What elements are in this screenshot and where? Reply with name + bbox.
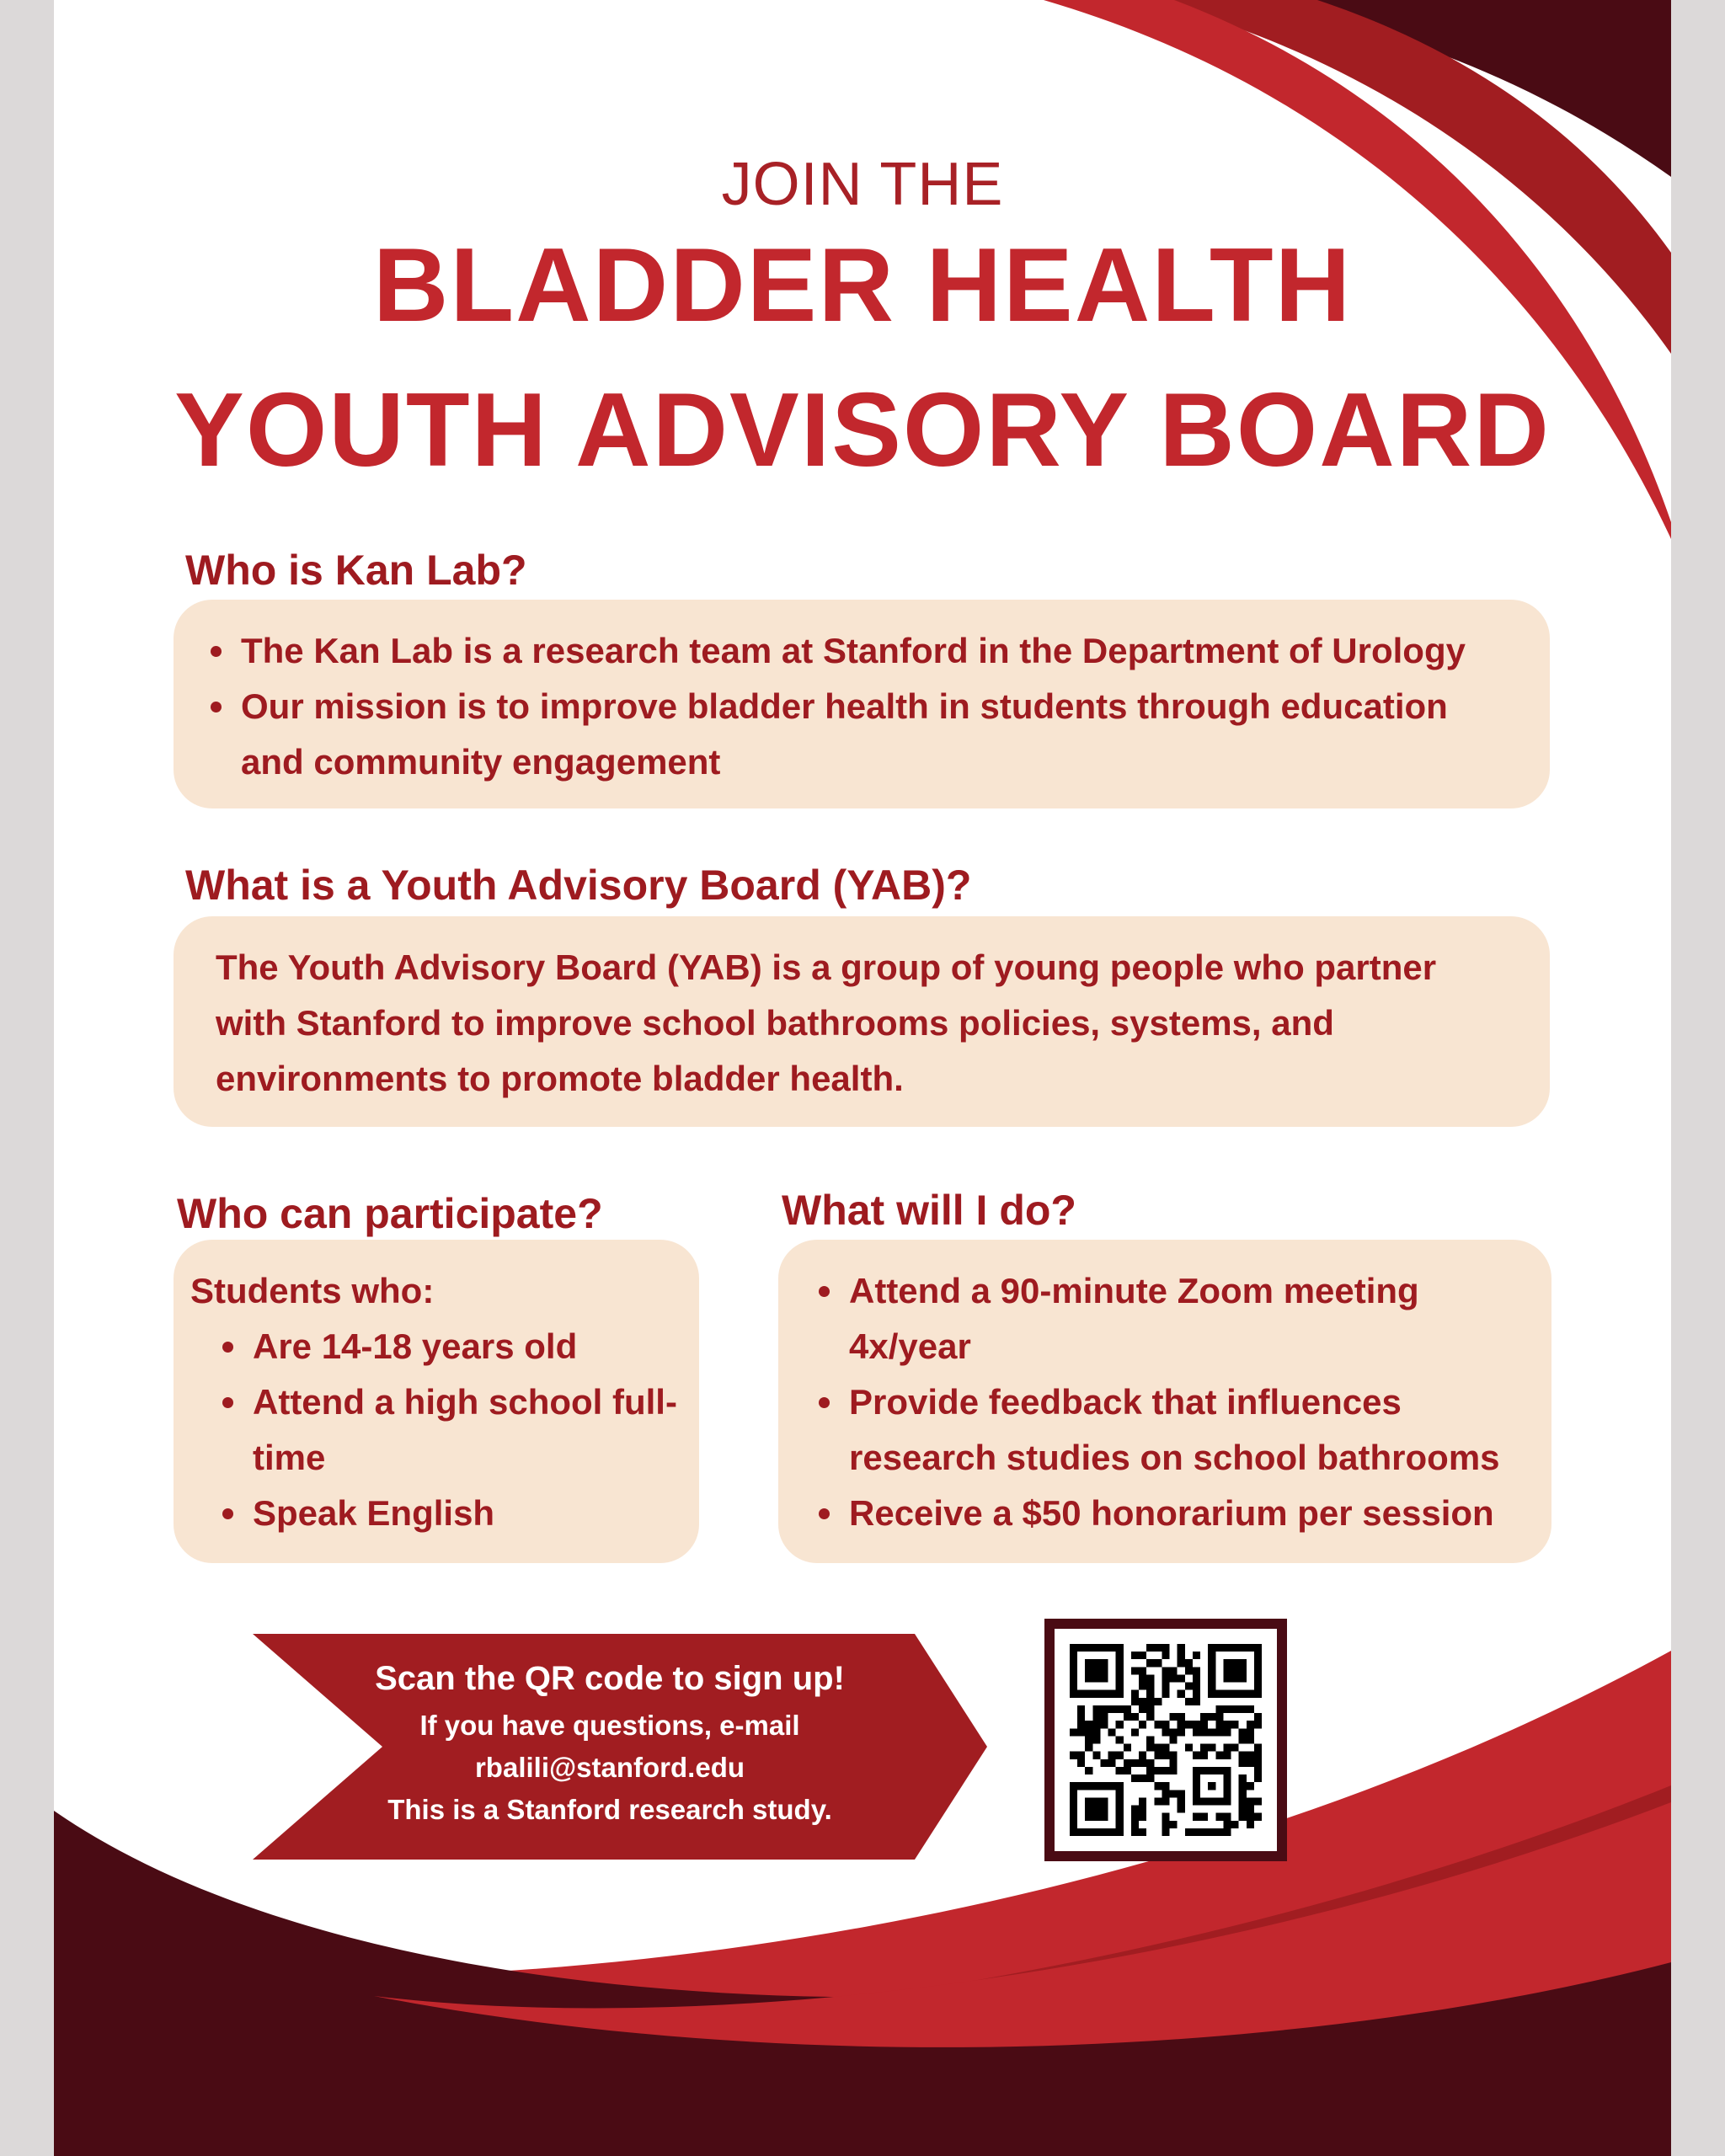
qr-module bbox=[1077, 1705, 1085, 1713]
qr-module bbox=[1247, 1813, 1254, 1821]
qr-module bbox=[1170, 1667, 1178, 1674]
qr-module bbox=[1170, 1736, 1178, 1743]
qr-module bbox=[1239, 1752, 1247, 1759]
qr-module bbox=[1239, 1759, 1247, 1767]
qr-module bbox=[1170, 1767, 1178, 1774]
qr-module bbox=[1146, 1690, 1154, 1698]
qr-module bbox=[1185, 1659, 1193, 1667]
qr-module bbox=[1247, 1759, 1254, 1767]
qr-module bbox=[1139, 1721, 1146, 1728]
page-title-line1: BLADDER HEALTH bbox=[372, 227, 1353, 344]
qr-module bbox=[1170, 1674, 1178, 1682]
qr-module bbox=[1178, 1652, 1185, 1659]
qr-module bbox=[1170, 1728, 1178, 1736]
qr-module bbox=[1247, 1721, 1254, 1728]
qr-module bbox=[1200, 1813, 1208, 1821]
qr-module bbox=[1139, 1828, 1146, 1836]
duties-box bbox=[778, 1240, 1551, 1563]
qr-code-icon[interactable] bbox=[1070, 1644, 1262, 1836]
signup-text bbox=[307, 1652, 913, 1831]
contact-email[interactable]: rbalili@stanford.edu bbox=[474, 1752, 745, 1783]
qr-module bbox=[1193, 1752, 1200, 1759]
qr-module bbox=[1116, 1767, 1124, 1774]
qr-module bbox=[1193, 1652, 1200, 1659]
duties-list bbox=[815, 1263, 1514, 1541]
qr-module bbox=[1085, 1736, 1092, 1743]
qr-module bbox=[1193, 1690, 1200, 1698]
qr-module bbox=[1170, 1752, 1178, 1759]
qr-module bbox=[1146, 1705, 1154, 1713]
qr-module bbox=[1215, 1713, 1223, 1721]
qr-module bbox=[1247, 1728, 1254, 1736]
participate-list bbox=[219, 1319, 682, 1541]
qr-module bbox=[1139, 1667, 1146, 1674]
qr-module bbox=[1162, 1683, 1169, 1690]
qr-module bbox=[1215, 1813, 1223, 1821]
qr-module bbox=[1162, 1667, 1169, 1674]
qr-module bbox=[1131, 1713, 1139, 1721]
list-item: Receive a $50 honorarium per session bbox=[815, 1486, 1514, 1541]
qr-module bbox=[1139, 1698, 1146, 1705]
qr-module bbox=[1223, 1828, 1231, 1836]
qr-module bbox=[1116, 1721, 1124, 1728]
list-item: Are 14-18 years old bbox=[219, 1319, 682, 1374]
qr-module bbox=[1131, 1690, 1139, 1698]
qr-module bbox=[1200, 1713, 1208, 1721]
qr-module bbox=[1200, 1728, 1208, 1736]
qr-module bbox=[1162, 1782, 1169, 1790]
qr-module bbox=[1247, 1736, 1254, 1743]
qr-module bbox=[1193, 1698, 1200, 1705]
qr-module bbox=[1116, 1752, 1124, 1759]
qr-module bbox=[1139, 1797, 1146, 1805]
yab-description: The Youth Advisory Board (YAB) is a group of young people who partner with Stanford to improve school bathrooms policies, systems, and environments to promote bladder health. bbox=[216, 947, 1437, 1098]
qr-module bbox=[1247, 1797, 1254, 1805]
qr-module bbox=[1108, 1705, 1116, 1713]
qr-module bbox=[1162, 1744, 1169, 1752]
qr-module bbox=[1146, 1774, 1154, 1782]
qr-module bbox=[1146, 1644, 1154, 1652]
qr-module bbox=[1139, 1806, 1146, 1813]
qr-module bbox=[1215, 1728, 1223, 1736]
qr-module bbox=[1077, 1721, 1085, 1728]
kan-lab-list bbox=[207, 623, 1516, 790]
list-item: Attend a high school full-time bbox=[219, 1374, 682, 1486]
qr-module bbox=[1116, 1736, 1124, 1743]
qr-module bbox=[1146, 1744, 1154, 1752]
list-item: Attend a 90-minute Zoom meeting 4x/year bbox=[815, 1263, 1514, 1374]
qr-module bbox=[1208, 1744, 1215, 1752]
list-item: Our mission is to improve bladder health in students through education and community engagement bbox=[207, 679, 1516, 790]
list-item: Provide feedback that influences research studies on school bathrooms bbox=[815, 1374, 1514, 1486]
qr-module bbox=[1124, 1744, 1131, 1752]
qr-module bbox=[1162, 1828, 1169, 1836]
qr-module bbox=[1100, 1713, 1108, 1721]
qr-module bbox=[1116, 1705, 1124, 1713]
qr-module bbox=[1146, 1713, 1154, 1721]
qr-module bbox=[1146, 1759, 1154, 1767]
qr-module bbox=[1178, 1713, 1185, 1721]
kan-lab-box bbox=[174, 600, 1550, 808]
qr-module bbox=[1178, 1797, 1185, 1805]
qr-module bbox=[1100, 1705, 1108, 1713]
qr-module bbox=[1162, 1821, 1169, 1828]
qr-module bbox=[1154, 1752, 1162, 1759]
qr-module bbox=[1178, 1728, 1185, 1736]
qr-module bbox=[1124, 1759, 1131, 1767]
qr-module bbox=[1247, 1782, 1254, 1790]
qr-module bbox=[1162, 1752, 1169, 1759]
signup-line2: If you have questions, e-mail bbox=[419, 1710, 800, 1741]
pretitle: JOIN THE bbox=[721, 151, 1004, 218]
qr-module bbox=[1254, 1721, 1262, 1728]
qr-module bbox=[1254, 1752, 1262, 1759]
qr-module bbox=[1146, 1683, 1154, 1690]
qr-module bbox=[1146, 1698, 1154, 1705]
qr-module bbox=[1208, 1728, 1215, 1736]
qr-module bbox=[1108, 1728, 1116, 1736]
qr-module bbox=[1139, 1759, 1146, 1767]
qr-module bbox=[1146, 1767, 1154, 1774]
qr-module bbox=[1178, 1644, 1185, 1652]
qr-module bbox=[1178, 1690, 1185, 1698]
qr-module bbox=[1215, 1828, 1223, 1836]
qr-module bbox=[1139, 1674, 1146, 1682]
qr-module bbox=[1139, 1752, 1146, 1759]
qr-module bbox=[1100, 1759, 1108, 1767]
qr-module bbox=[1223, 1728, 1231, 1736]
qr-module bbox=[1200, 1744, 1208, 1752]
qr-module bbox=[1162, 1721, 1169, 1728]
qr-module bbox=[1108, 1759, 1116, 1767]
qr-module bbox=[1070, 1728, 1077, 1736]
qr-module bbox=[1162, 1790, 1169, 1797]
flyer bbox=[54, 0, 1671, 2156]
qr-module bbox=[1223, 1821, 1231, 1828]
qr-module bbox=[1124, 1705, 1131, 1713]
qr-module bbox=[1178, 1721, 1185, 1728]
qr-module bbox=[1092, 1721, 1100, 1728]
qr-module bbox=[1070, 1752, 1077, 1759]
qr-module bbox=[1154, 1659, 1162, 1667]
qr-module bbox=[1215, 1721, 1223, 1728]
qr-module bbox=[1092, 1752, 1100, 1759]
qr-module bbox=[1239, 1705, 1247, 1713]
qr-module bbox=[1200, 1721, 1208, 1728]
qr-module bbox=[1077, 1728, 1085, 1736]
qr-module bbox=[1131, 1806, 1139, 1813]
qr-module bbox=[1193, 1813, 1200, 1821]
qr-module bbox=[1162, 1644, 1169, 1652]
qr-module bbox=[1178, 1806, 1185, 1813]
qr-module bbox=[1162, 1728, 1169, 1736]
qr-module bbox=[1178, 1659, 1185, 1667]
qr-module bbox=[1154, 1797, 1162, 1805]
qr-module bbox=[1162, 1767, 1169, 1774]
yab-heading: What is a Youth Advisory Board (YAB)? bbox=[185, 862, 972, 909]
yab-box bbox=[174, 916, 1550, 1127]
qr-module bbox=[1077, 1752, 1085, 1759]
qr-module bbox=[1247, 1752, 1254, 1759]
kan-lab-heading: Who is Kan Lab? bbox=[185, 547, 527, 594]
qr-module bbox=[1170, 1790, 1178, 1797]
qr-module bbox=[1254, 1774, 1262, 1782]
qr-module bbox=[1131, 1813, 1139, 1821]
qr-module bbox=[1247, 1705, 1254, 1713]
qr-module bbox=[1193, 1728, 1200, 1736]
qr-module bbox=[1239, 1782, 1247, 1790]
qr-module bbox=[1193, 1828, 1200, 1836]
qr-module bbox=[1215, 1752, 1223, 1759]
qr-module bbox=[1131, 1652, 1139, 1659]
qr-module bbox=[1146, 1736, 1154, 1743]
qr-module bbox=[1193, 1683, 1200, 1690]
qr-module bbox=[1154, 1782, 1162, 1790]
signup-line4: This is a Stanford research study. bbox=[387, 1794, 832, 1825]
qr-module bbox=[1200, 1828, 1208, 1836]
qr-module bbox=[1139, 1813, 1146, 1821]
qr-module bbox=[1124, 1713, 1131, 1721]
qr-module bbox=[1131, 1821, 1139, 1828]
qr-module bbox=[1200, 1752, 1208, 1759]
qr-module bbox=[1223, 1705, 1231, 1713]
qr-module bbox=[1185, 1683, 1193, 1690]
qr-module bbox=[1254, 1797, 1262, 1805]
qr-module bbox=[1162, 1690, 1169, 1698]
qr-module bbox=[1170, 1759, 1178, 1767]
qr-module bbox=[1131, 1667, 1139, 1674]
qr-module bbox=[1193, 1674, 1200, 1682]
qr-module bbox=[1154, 1721, 1162, 1728]
qr-module bbox=[1108, 1752, 1116, 1759]
qr-module bbox=[1085, 1767, 1092, 1774]
qr-module bbox=[1131, 1828, 1139, 1836]
qr-module bbox=[1139, 1652, 1146, 1659]
qr-module bbox=[1223, 1721, 1231, 1728]
qr-module bbox=[1146, 1674, 1154, 1682]
qr-module bbox=[1092, 1713, 1100, 1721]
qr-module bbox=[1077, 1759, 1085, 1767]
qr-module bbox=[1223, 1752, 1231, 1759]
qr-module bbox=[1223, 1813, 1231, 1821]
qr-module bbox=[1185, 1667, 1193, 1674]
qr-module bbox=[1185, 1744, 1193, 1752]
qr-module bbox=[1131, 1774, 1139, 1782]
qr-module bbox=[1254, 1767, 1262, 1774]
qr-module bbox=[1154, 1644, 1162, 1652]
qr-module bbox=[1178, 1674, 1185, 1682]
qr-module bbox=[1085, 1728, 1092, 1736]
qr-module bbox=[1162, 1674, 1169, 1682]
qr-module bbox=[1131, 1728, 1139, 1736]
signup-line1: Scan the QR code to sign up! bbox=[375, 1660, 845, 1697]
qr-module bbox=[1231, 1744, 1239, 1752]
qr-module bbox=[1231, 1821, 1239, 1828]
qr-module bbox=[1247, 1806, 1254, 1813]
qr-module bbox=[1170, 1713, 1178, 1721]
participate-lead: Students who: bbox=[190, 1271, 435, 1310]
qr-module bbox=[1231, 1705, 1239, 1713]
qr-module bbox=[1239, 1728, 1247, 1736]
qr-module bbox=[1239, 1797, 1247, 1805]
qr-module bbox=[1208, 1828, 1215, 1836]
qr-module bbox=[1092, 1705, 1100, 1713]
qr-module bbox=[1185, 1721, 1193, 1728]
qr-module bbox=[1215, 1705, 1223, 1713]
qr-module bbox=[1139, 1774, 1146, 1782]
qr-module bbox=[1154, 1698, 1162, 1705]
qr-module bbox=[1178, 1790, 1185, 1797]
qr-module bbox=[1170, 1821, 1178, 1828]
qr-module bbox=[1239, 1774, 1247, 1782]
qr-module bbox=[1131, 1698, 1139, 1705]
qr-module bbox=[1085, 1744, 1092, 1752]
qr-module bbox=[1239, 1806, 1247, 1813]
qr-module bbox=[1085, 1721, 1092, 1728]
qr-module bbox=[1092, 1736, 1100, 1743]
qr-module bbox=[1254, 1759, 1262, 1767]
qr-module bbox=[1239, 1736, 1247, 1743]
qr-module bbox=[1231, 1721, 1239, 1728]
qr-module bbox=[1239, 1790, 1247, 1797]
qr-module bbox=[1077, 1713, 1085, 1721]
qr-module bbox=[1162, 1652, 1169, 1659]
qr-module bbox=[1146, 1659, 1154, 1667]
participate-box bbox=[174, 1240, 699, 1563]
qr-module bbox=[1193, 1667, 1200, 1674]
qr-module bbox=[1185, 1828, 1193, 1836]
list-item: The Kan Lab is a research team at Stanford in the Department of Urology bbox=[207, 623, 1516, 679]
qr-module bbox=[1154, 1744, 1162, 1752]
qr-module bbox=[1223, 1744, 1231, 1752]
page-title-line2: YOUTH ADVISORY BOARD bbox=[174, 372, 1551, 488]
qr-module bbox=[1162, 1797, 1169, 1805]
qr-module bbox=[1100, 1721, 1108, 1728]
participate-heading: Who can participate? bbox=[177, 1190, 603, 1237]
qr-module bbox=[1139, 1683, 1146, 1690]
qr-module bbox=[1239, 1813, 1247, 1821]
list-item: Speak English bbox=[219, 1486, 682, 1541]
qr-module bbox=[1247, 1821, 1254, 1828]
qr-module bbox=[1154, 1767, 1162, 1774]
qr-module bbox=[1139, 1705, 1146, 1713]
qr-module bbox=[1092, 1728, 1100, 1736]
qr-module bbox=[1124, 1767, 1131, 1774]
qr-module bbox=[1254, 1713, 1262, 1721]
qr-module bbox=[1254, 1813, 1262, 1821]
qr-module bbox=[1185, 1698, 1193, 1705]
qr-module bbox=[1193, 1721, 1200, 1728]
qr-code-frame[interactable] bbox=[1044, 1619, 1287, 1861]
qr-module bbox=[1162, 1813, 1169, 1821]
qr-module bbox=[1131, 1759, 1139, 1767]
qr-module bbox=[1208, 1713, 1215, 1721]
duties-heading: What will I do? bbox=[782, 1187, 1076, 1234]
qr-module bbox=[1254, 1744, 1262, 1752]
